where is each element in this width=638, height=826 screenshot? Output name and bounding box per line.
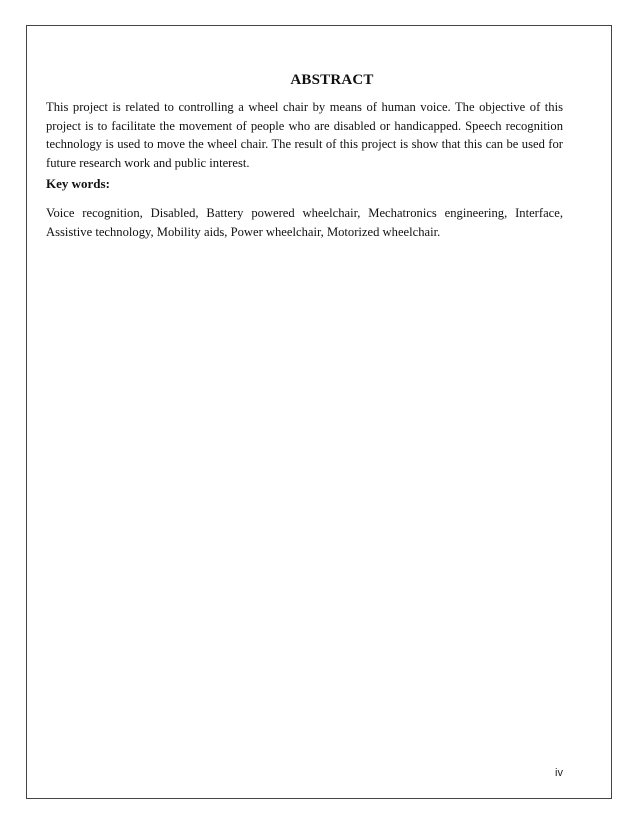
abstract-heading: ABSTRACT	[290, 72, 374, 88]
keywords-heading: Key words:	[46, 176, 110, 191]
keywords-paragraph: Voice recognition, Disabled, Battery powered wheelchair, Mechatronics engineering, Interface, Assistive technology, Mobility aids, Power wheelchair, Motorized wheelchair.	[46, 206, 563, 239]
page-title	[0, 72, 638, 89]
page-number: iv	[555, 767, 563, 779]
abstract-paragraph: This project is related to controlling a wheel chair by means of human voice. The objective of this project is to facilitate the movement of people who are disabled or handicapped. Speech recognition technology is used to move the wheel chair. The result of this project is show that this can be used for future research work and public interest.	[46, 100, 563, 170]
